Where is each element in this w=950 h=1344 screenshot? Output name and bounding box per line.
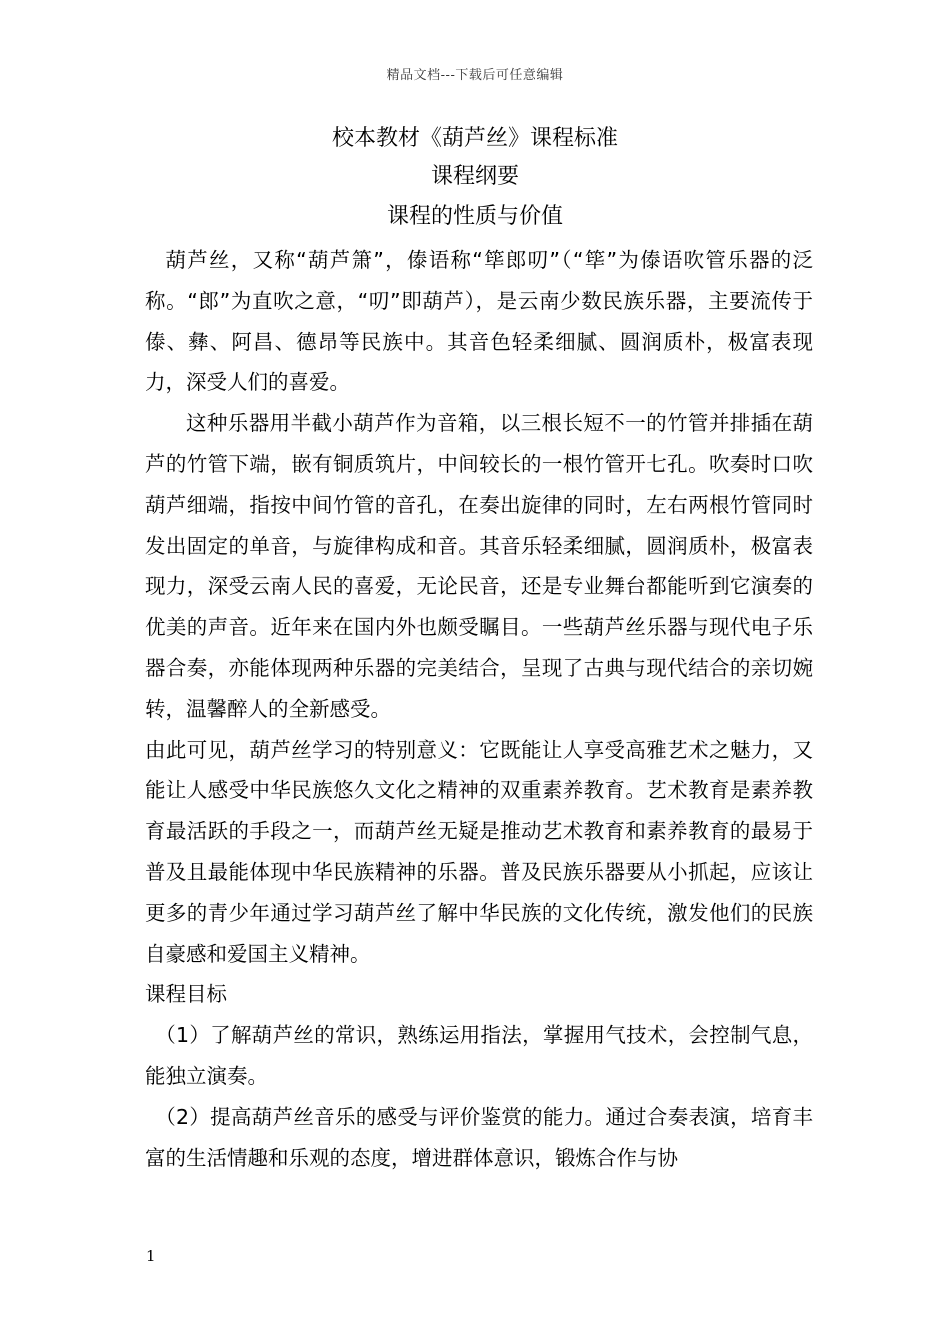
paragraph-significance: 由此可见，葫芦丝学习的特别意义：它既能让人享受高雅艺术之魅力，又能让人感受中华民族悠久文化之精神的双重素养教育。艺术教育是素养教育最活跃的手段之一，而葫芦丝无疑是推动艺术教育和素养教育的最易于普及且最能体现中华民族精神的乐器。普及民族乐器要从小抓起，应该让更多的青少年通过学习葫芦丝了解中华民族的文化传统，激发他们的民族自豪感和爱国主义精神。: [145, 737, 813, 966]
document-subtitle: 课程纲要: [430, 164, 519, 189]
goals-heading: 课程目标: [145, 982, 227, 1007]
goal-item-2: （2）提高葫芦丝音乐的感受与评价鉴赏的能力。通过合奏表演，培育丰富的生活情趣和乐观的态度，增进群体意识，锻炼合作与协: [145, 1104, 813, 1170]
page-number: 1: [146, 1247, 156, 1265]
document-body: [145, 240, 813, 1178]
paragraph-intro: 葫芦丝，又称“葫芦箫”，傣语称“筚郎叨”（“筚”为傣语吹管乐器的泛称。“郎”为直吹之意，“叨”即葫芦），是云南少数民族乐器，主要流传于傣、彝、阿昌、德昂等民族中。其音色轻柔细腻、圆润质朴，极富表现力，深受人们的喜爱。: [145, 248, 813, 395]
paragraph-structure: 这种乐器用半截小葫芦作为音箱，以三根长短不一的竹管并排插在葫芦的竹管下端，嵌有铜质筑片，中间较长的一根竹管开七孔。吹奏时口吹葫芦细端，指按中间竹管的音孔，在奏出旋律的同时，左右两根竹管同时发出固定的单音，与旋律构成和音。其音乐轻柔细腻，圆润质朴，极富表现力，深受云南人民的喜爱，无论民音，还是专业舞台都能听到它演奏的优美的声音。近年来在国内外也颇受瞩目。一些葫芦丝乐器与现代电子乐器合奏，亦能体现两种乐器的完美结合，呈现了古典与现代结合的亲切婉转，温馨醉人的全新感受。: [145, 411, 813, 721]
document-title: 校本教材《葫芦丝》课程标准: [331, 126, 618, 151]
page-header: 精品文档---下载后可任意编辑: [386, 68, 564, 83]
goal-item-1: （1）了解葫芦丝的常识，熟练运用指法，掌握用气技术，会控制气息，能独立演奏。: [145, 1023, 813, 1088]
section-title: 课程的性质与价值: [386, 204, 563, 229]
